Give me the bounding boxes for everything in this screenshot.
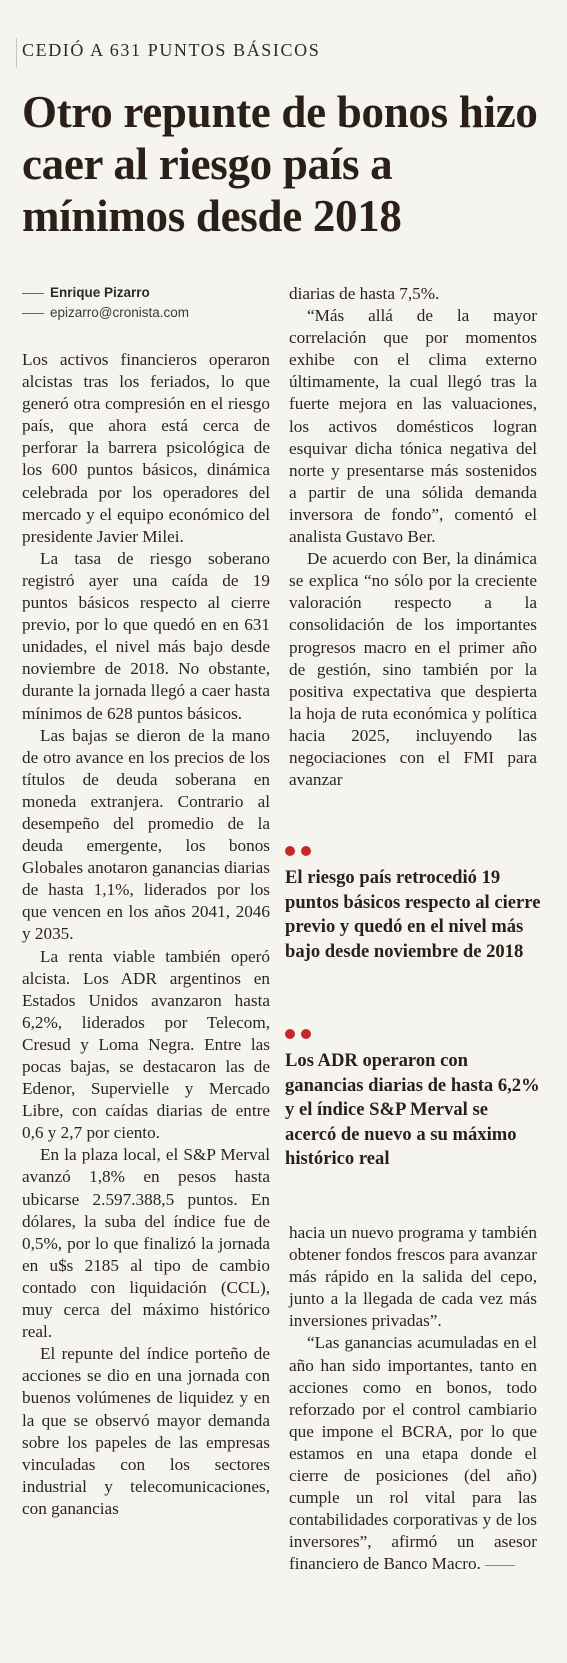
- pull-quote-2: [285, 1029, 541, 1172]
- byline-email[interactable]: epizarro@cronista.com: [50, 305, 190, 320]
- paragraph: [289, 1332, 537, 1575]
- byline-dash: [22, 293, 44, 294]
- right-column-top: [289, 283, 537, 791]
- paragraph: En la plaza local, el S&P Merval avanzó 1,8% en pesos hasta ubicarse 2.597.388,5 puntos. En dólares, la suba del índice fue de 0,5%, por lo que finalizó la jornada en u$s 2185 al tipo de cambio contado con liquidación (CCL), muy cerca del máximo histórico real.: [22, 1145, 270, 1342]
- end-mark: [485, 1565, 515, 1566]
- kicker-container: [16, 40, 551, 60]
- pull-quote-text: Los ADR operaron con ganancias diarias de hasta 6,2% y el índice S&P Merval se acercó de nuevo a su máximo histórico real: [285, 1050, 540, 1170]
- paragraph: De acuerdo con Ber, la dinámica se explica “no sólo por la creciente valoración respecto a la consolidación de los importantes progresos macro en el primer año de gestión, sino también por la positiva expectativa que despierta la hoja de ruta económica y política hacia 2025, incluyendo las negociaciones con el FMI para avanzar: [289, 549, 537, 790]
- paragraph: La renta viable también operó alcista. Los ADR argentinos en Estados Unidos avanzaron hasta 6,2%, liderados por Telecom, Cresud y Loma Negra. Entre las pocas bajas, se destacaron las de Edenor, Supervielle y Mercado Libre, con caídas diarias de entre 0,6 y 2,7 por ciento.: [22, 946, 270, 1143]
- left-column: [22, 283, 270, 1520]
- kicker: CEDIÓ A 631 PUNTOS BÁSICOS: [22, 40, 321, 60]
- paragraph: El repunte del índice porteño de acciones se dio en una jornada con buenos volúmenes de liquidez y en la que se observó mayor demanda sobre los papeles de las empresas vinculadas con los sectores industrial y telecomunicaciones, con ganancias: [22, 1344, 270, 1518]
- byline: [22, 283, 270, 323]
- paragraph: hacia un nuevo programa y también obtener fondos frescos para avanzar más rápido en la salida del cepo, junto a la llegada de cada vez más inversiones privadas”.: [289, 1223, 537, 1331]
- paragraph: Los activos financieros operaron alcistas tras los feriados, lo que generó otra compresión en el riesgo país, que ahora está cerca de perforar la barrera psicológica de los 600 puntos básicos, dinámica celebrada por los operadores del mercado y el equipo económico del presidente Javier Milei.: [22, 350, 270, 546]
- bullet-dots-icon: [285, 846, 541, 856]
- paragraph: Las bajas se dieron de la mano de otro avance en los precios de los títulos de deuda soberana en moneda extranjera. Contrario al desempeño del promedio de la deuda emergente, los bonos Globales anotaron ganancias diarias de hasta 1,1%, liderados por los que vencen en los años 2041, 2046 y 2035.: [22, 725, 270, 944]
- paragraph: “Más allá de la mayor correlación que por momentos exhibe con el clima externo últimamente, la cual llegó tras la fuerte mejora en las valuaciones, los activos domésticos logran esquivar dicha tónica negativa del norte y presentarse más sostenidos a partir de una sólida demanda inversora de fondo”, comentó el analista Gustavo Ber.: [289, 306, 537, 547]
- paragraph: diarias de hasta 7,5%.: [289, 284, 440, 303]
- bullet-dots-icon: [285, 1029, 541, 1039]
- byline-dash: [22, 313, 44, 314]
- paragraph: La tasa de riesgo soberano registró ayer una caída de 19 puntos básicos respecto al cierre previo, por lo que quedó en en 631 unidades, el nivel más bajo desde noviembre de 2018. No obstante, durante la jornada llegó a caer hasta mínimos de 628 puntos básicos.: [22, 548, 270, 723]
- paragraph-text: “Las ganancias acumuladas en el año han sido importantes, tanto en acciones como en bonos, todo reforzado por el control cambiario que impone el BCRA, por lo que estamos en una etapa donde el cierre de posiciones (del año) cumple un rol vital para las contabilidades corporativas y de los inversores”, afirmó un asesor financiero de Banco Macro.: [289, 1333, 537, 1574]
- byline-author: Enrique Pizarro: [50, 285, 150, 300]
- pull-quote-text: El riesgo país retrocedió 19 puntos básicos respecto al cierre previo y quedó en el nivel más bajo desde noviembre de 2018: [285, 867, 541, 962]
- headline: Otro repunte de bonos hizo caer al riesgo país a mínimos desde 2018: [22, 87, 538, 241]
- right-column-bottom: [289, 1222, 537, 1576]
- pull-quote-1: [285, 846, 541, 964]
